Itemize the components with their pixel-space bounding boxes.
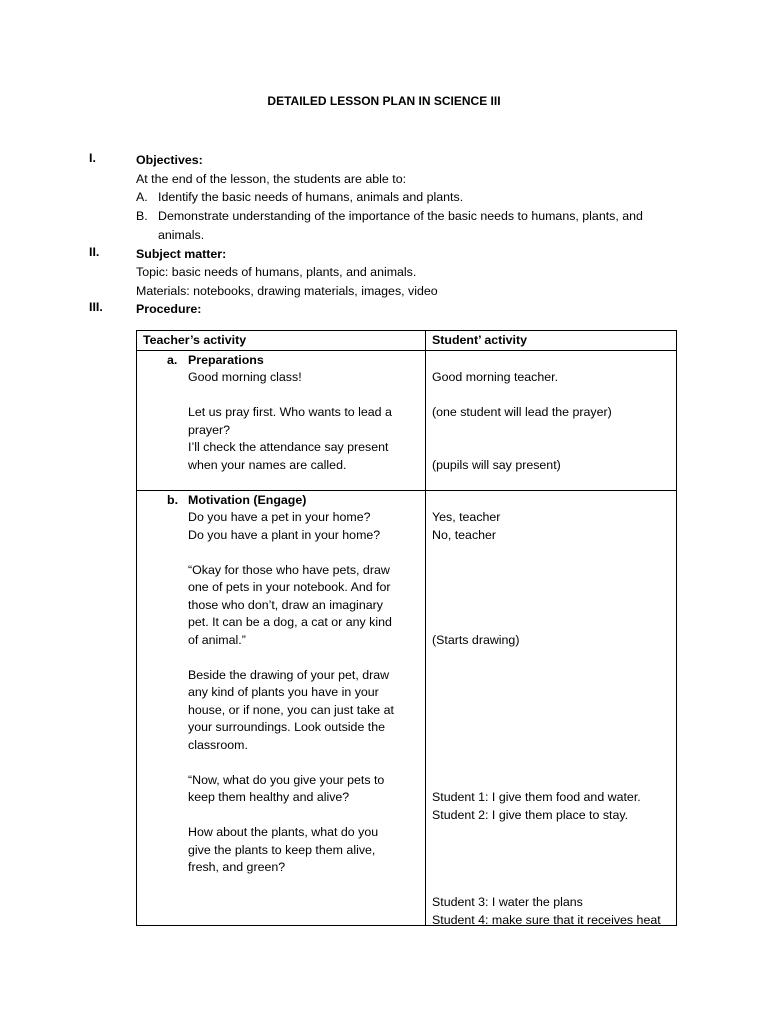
- teacher-line: Let us pray first. Who wants to lead a: [188, 405, 392, 419]
- teacher-line: I’ll check the attendance say present: [188, 440, 389, 454]
- subject-topic: Topic: basic needs of humans, plants, and animals.: [136, 265, 417, 279]
- section-numeral-subject: II.: [89, 245, 100, 259]
- student-line: Student 4: make sure that it receives heat: [432, 912, 661, 927]
- subject-matter-heading: Subject matter:: [136, 247, 227, 261]
- teacher-line: keep them healthy and alive?: [188, 790, 350, 804]
- objective-text-b-cont: animals.: [158, 228, 205, 242]
- header-student-activity: Student’ activity: [426, 331, 677, 351]
- student-line: Good morning teacher.: [432, 370, 559, 384]
- row-letter: b.: [167, 492, 179, 507]
- objective-letter-a: A.: [136, 190, 148, 204]
- objective-text-b: Demonstrate understanding of the importance of the basic needs to humans, plants, and: [158, 209, 643, 223]
- teacher-line: house, or if none, you can just take at: [188, 702, 394, 717]
- table-header-row: [137, 331, 677, 351]
- header-teacher-activity: Teacher’s activity: [137, 331, 426, 351]
- student-cell-motivation: [426, 490, 677, 925]
- teacher-line: those who don’t, draw an imaginary: [188, 597, 383, 612]
- student-line: (one student will lead the prayer): [432, 405, 612, 419]
- objectives-heading: Objectives:: [136, 153, 203, 167]
- teacher-cell-motivation: [137, 490, 426, 925]
- student-line: Yes, teacher: [432, 510, 501, 524]
- student-line: (pupils will say present): [432, 457, 561, 472]
- teacher-line: any kind of plants you have in your: [188, 685, 379, 699]
- table-row: [137, 490, 677, 925]
- student-line: Student 1: I give them food and water.: [432, 790, 641, 804]
- teacher-line: Do you have a plant in your home?: [188, 527, 381, 542]
- teacher-line: fresh, and green?: [188, 860, 286, 874]
- student-line: No, teacher: [432, 527, 497, 542]
- teacher-line: How about the plants, what do you: [188, 825, 379, 839]
- objectives-intro: At the end of the lesson, the students are able to:: [136, 172, 407, 186]
- teacher-line: your surroundings. Look outside the: [188, 720, 385, 734]
- procedure-heading: Procedure:: [136, 302, 202, 316]
- teacher-line: “Okay for those who have pets, draw: [188, 562, 390, 577]
- teacher-line: “Now, what do you give your pets to: [188, 772, 385, 787]
- teacher-line: prayer?: [188, 422, 231, 437]
- student-cell-preparations: [426, 350, 677, 490]
- teacher-line: Beside the drawing of your pet, draw: [188, 667, 390, 682]
- teacher-line: Do you have a pet in your home?: [188, 510, 371, 524]
- student-line: (Starts drawing): [432, 632, 520, 647]
- teacher-cell-preparations: [137, 350, 426, 490]
- teacher-line: one of pets in your notebook. And for: [188, 580, 391, 594]
- teacher-line: Good morning class!: [188, 370, 302, 384]
- teacher-line: classroom.: [188, 737, 248, 752]
- teacher-line: when your names are called.: [188, 457, 347, 472]
- row-letter: a.: [167, 352, 178, 367]
- subject-materials: Materials: notebooks, drawing materials, images, video: [136, 284, 438, 298]
- table-row: [137, 350, 677, 490]
- objective-letter-b: B.: [136, 209, 148, 223]
- procedure-table: [136, 330, 677, 926]
- document-title: DETAILED LESSON PLAN IN SCIENCE III: [267, 94, 501, 108]
- student-line: Student 2: I give them place to stay.: [432, 807, 629, 822]
- student-line: Student 3: I water the plans: [432, 895, 583, 909]
- teacher-line: of animal.”: [188, 632, 246, 647]
- section-numeral-objectives: I.: [89, 151, 96, 165]
- row-heading: Preparations: [188, 352, 264, 367]
- section-numeral-procedure: III.: [89, 300, 103, 314]
- objective-text-a: Identify the basic needs of humans, animals and plants.: [158, 190, 464, 204]
- teacher-line: give the plants to keep them alive,: [188, 842, 376, 857]
- teacher-line: pet. It can be a dog, a cat or any kind: [188, 615, 392, 629]
- row-heading: Motivation (Engage): [188, 492, 307, 507]
